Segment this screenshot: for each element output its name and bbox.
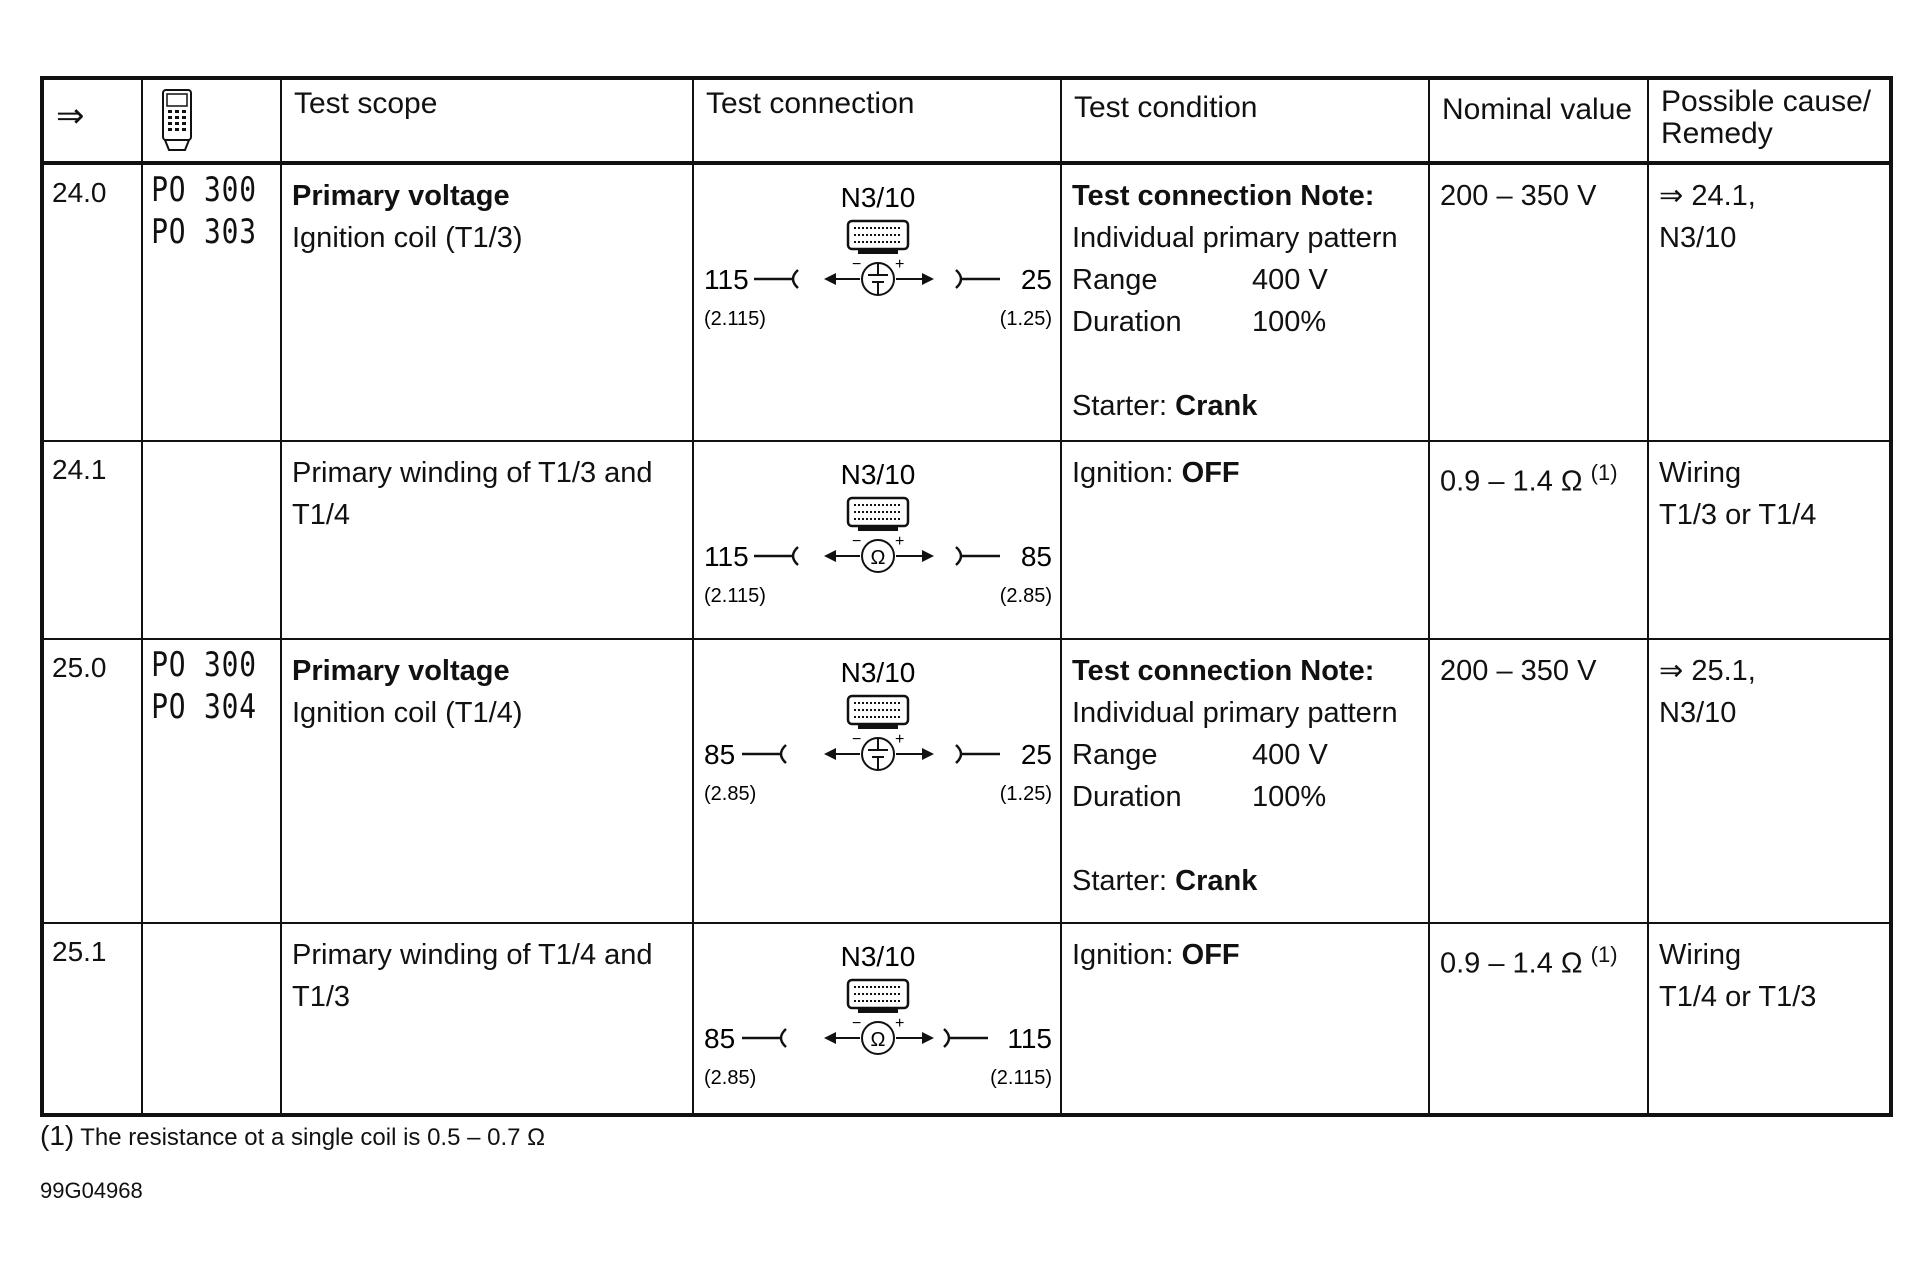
svg-text:85: 85	[1020, 541, 1052, 572]
svg-text:(2.115): (2.115)	[704, 585, 766, 607]
table-row: 24.0 PO 300 PO 303 Primary voltage Ignition coil (T1/3) N3/10 115 − + 25 (2.115) (1.25) Test connection Note: Individual primary pattern Range 400 V Duration 100% Starter: Crank 200 – 350 V ⇒ 24.1, N3/10	[42, 163, 1891, 441]
table-header-row	[42, 78, 1891, 163]
svg-text:(1.25): (1.25)	[999, 783, 1052, 805]
svg-text:85: 85	[704, 1023, 736, 1054]
svg-text:(2.85): (2.85)	[704, 783, 757, 805]
step-number: 24.1	[52, 454, 107, 485]
ohmmeter-icon	[824, 1015, 934, 1054]
test-connection-diagram	[693, 163, 1061, 441]
nominal-value: 200 – 350 V	[1440, 180, 1597, 212]
table-row: 25.1 Primary winding of T1/4 and T1/3 N3/10 85 Ω − + 115 (2.85) (2.115) Ignition: OFF 0.9 – 1.4 Ω $^{(1)}$ Wiring T1/4 or T1/3	[42, 923, 1891, 1115]
svg-text:+: +	[895, 731, 905, 748]
step-number: 25.1	[52, 936, 107, 967]
svg-text:(2.85): (2.85)	[704, 1067, 757, 1089]
svg-text:115: 115	[704, 541, 749, 572]
connector-icon	[848, 221, 908, 254]
svg-text:−: −	[852, 256, 862, 273]
voltmeter-icon	[824, 256, 934, 295]
footnote: (1) The resistance ot a single coil is 0.5 – 0.7 Ω	[40, 1120, 546, 1151]
svg-text:+: +	[895, 256, 905, 273]
table-row: 25.0 PO 300 PO 304 Primary voltage Ignition coil (T1/4) N3/10 85 − + 25 (2.85) (1.25) Test connection Note: Individual primary pattern Range 400 V Duration 100% Starter: Crank 200 – 350 V ⇒ 25.1, N3/10	[42, 639, 1891, 923]
header-remedy: Possible cause/ Remedy	[1648, 78, 1891, 163]
voltmeter-icon	[824, 731, 934, 770]
test-connection-diagram	[693, 923, 1061, 1115]
svg-text:−: −	[852, 533, 862, 550]
tester-icon	[157, 86, 217, 156]
connector-icon	[848, 696, 908, 729]
svg-text:85: 85	[704, 739, 736, 770]
test-connection-diagram	[693, 639, 1061, 923]
header-nominal-value: Nominal value	[1429, 78, 1648, 163]
svg-text:N3/10: N3/10	[840, 657, 916, 688]
svg-text:25: 25	[1020, 264, 1052, 295]
test-connection-diagram	[693, 441, 1061, 639]
step-number: 24.0	[52, 177, 107, 208]
svg-text:−: −	[852, 731, 862, 748]
svg-text:(2.115): (2.115)	[990, 1067, 1052, 1089]
header-tester	[142, 78, 281, 163]
svg-text:Ω: Ω	[870, 547, 886, 569]
fault-codes: PO 300 PO 304	[151, 645, 257, 727]
header-arrow: ⇒	[42, 78, 142, 163]
test-table	[40, 76, 1893, 1117]
scope-text: Ignition coil (T1/3)	[292, 222, 523, 254]
svg-text:(2.85): (2.85)	[999, 585, 1052, 607]
svg-text:115: 115	[704, 264, 749, 295]
fault-codes: PO 300 PO 303	[151, 170, 257, 252]
svg-text:Ω: Ω	[870, 1029, 886, 1051]
ohmmeter-icon	[824, 533, 934, 572]
table-row: 24.1 Primary winding of T1/3 and T1/4 N3/10 115 Ω − + 85 (2.115) (2.85) Ignition: OFF 0.9 – 1.4 Ω $^{(1)}$ Wiring T1/3 or T1/4	[42, 441, 1891, 639]
svg-text:(1.25): (1.25)	[999, 308, 1052, 330]
connector-icon	[848, 498, 908, 531]
svg-text:25: 25	[1020, 739, 1052, 770]
svg-text:N3/10: N3/10	[840, 459, 916, 490]
svg-text:−: −	[852, 1015, 862, 1032]
step-number: 25.0	[52, 652, 107, 683]
header-test-condition: Test condition	[1061, 78, 1429, 163]
svg-text:N3/10: N3/10	[840, 941, 916, 972]
header-test-connection: Test connection	[693, 78, 1061, 163]
svg-text:+: +	[895, 1015, 905, 1032]
svg-text:+: +	[895, 533, 905, 550]
scope-title: Primary voltage	[292, 180, 510, 212]
svg-text:N3/10: N3/10	[840, 182, 916, 213]
header-test-scope: Test scope	[281, 78, 693, 163]
svg-text:(2.115): (2.115)	[704, 308, 766, 330]
svg-text:115: 115	[1007, 1023, 1052, 1054]
connector-icon	[848, 980, 908, 1013]
document-id: 99G04968	[40, 1178, 143, 1203]
